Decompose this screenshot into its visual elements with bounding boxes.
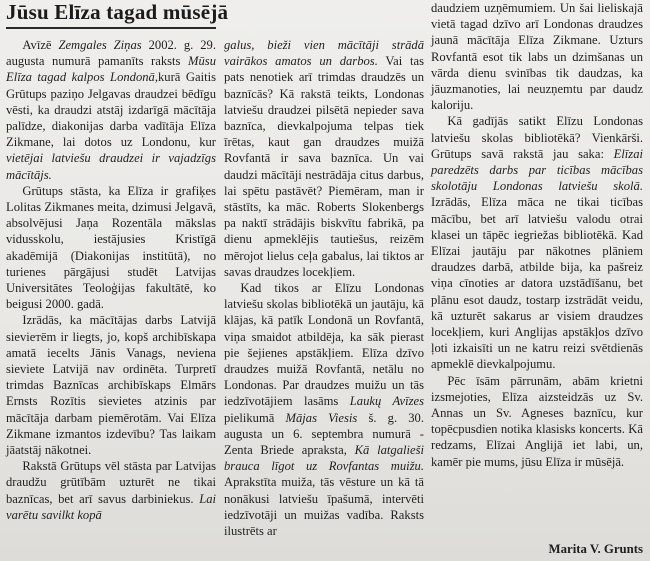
italic-text-run: galus, bieži vien mācītāji strādā vairākos amatos un darbos.	[224, 38, 424, 69]
italic-text-run: Kā latgalieši brauca līgot uz Rovfantas muižu.	[224, 443, 424, 474]
text-run: kurā Gaitis Grūtups paziņo Jelgavas draudzei bēdīgu vēsti, ka draudzi atstāj izdarīgā mācītāja palīdze, diakonijas darba vadītāja Elīza Zikmane, lai dotos uz Londonu, kur	[6, 70, 216, 150]
headline-rule	[6, 27, 216, 29]
text-run: Rakstā Grūtups vēl stāsta par Latvijas draudžu grūtībām uzturēt ne tikai baznīcas, bet arī savus darbiniekus.	[6, 459, 216, 506]
paragraph	[224, 37, 424, 280]
text-run: Izrādās, ka mācītājas darbs Latvijā sieviетēm ir liegts, jo, kopš archibīskapa amatā iecelts Jānis Vanags, neviena sieviete Latvijā nav ordinēta. Turpretī trimdas Baznīcas archibīskaps Elmārs Ernsts Rozītis sievietes atzinis par mācītāja darbam piemērotām. Vai Elīza Zikmane izmantos izdevību? Tas laikam jāatstāj nākotnei.	[6, 313, 216, 458]
italic-text-run: vietējai latviešu draudzei ir vajadzīgs mācītājs.	[6, 151, 216, 182]
text-run: š. g. 30. augusta un 6. septembra numurā - Zenta Briede apraksta,	[224, 410, 425, 458]
text-run: Avīzē	[22, 38, 59, 52]
text-run: 2002. g. 29. augusta numurā pamanīts raksts	[6, 38, 217, 69]
column-2	[224, 37, 424, 539]
italic-text-run: Lai varētu savilkt kopā	[6, 491, 216, 522]
paragraph	[224, 280, 424, 539]
italic-text-run: Elīzai paredzēts darbs par ticības mācības skolotāju Londonas latviešu skolā.	[431, 146, 643, 194]
column-1	[6, 37, 216, 523]
text-run: Pēc īsām pārrunām, abām krietni izsmejoties, Elīza aizsteidzās uz Sv. Annas un Sv. Agneses baznīcu, kur topēcpusdien notika klasisks koncerts. Kā redzams, Elīzai Anglijā iet labi, un, kamēr pie mums, jūsu Elīza ir mūsējā.	[431, 373, 643, 469]
text-run: Vai tas pats nenotiek arī trimdas draudzēs un baznīcās? Kā rakstā teikts, Londonas latviešu draudzei pilsētā nepieder sava baznīca, dievkalpojuma telpas tiek īrētas, kaut gan draudzes muižā Rovfantā ir sava baznīca. Un vai daudzi mācītāji nestrādāja citus darbus, lai spētu pastāvēt? Piemēram, man ir stāstīts, ka māc. Roberts Slokenbergs pa naktī strādājis biskvītu fabrikā, pa dienu apmeklējis tautiešus, reizēm mērojot lielus ceļa gabalus, lai tiktos ar savas draudzes locekļiem.	[224, 54, 424, 279]
text-run: Kā gadījās satikt Elīzu Londonas latviešu skolas bibliotēkā? Vienkārši. Grūtups savā rakstā jau saka:	[431, 114, 643, 161]
italic-text-run: Laukų Avīzes	[349, 394, 424, 409]
column-3	[431, 0, 643, 470]
italic-text-run: Mājas Viesis	[285, 410, 358, 425]
paragraph	[6, 183, 216, 313]
text-run: Aprakstīta muiža, tās vēsture un kā tā nonākusi latviešu īpašumā, intervēti iedzīvotāji un muižas vadība. Raksts ilustrēts ar	[224, 475, 424, 539]
text-run: Grūtups stāsta, ka Elīza ir grafiķes Lolitas Zikmanes meita, dzimusi Jelgavā, absolvējusi Jaņa Rozentāla mākslas vidusskolu, iestājusies Kristīgā akadēmijā (Diakonijas institūtā), no turienes pārgājusi studēt Latvijas Universitātes Teoloģijas fakultātē, ko beigusi 2000. gadā.	[6, 183, 216, 312]
paragraph	[6, 312, 216, 458]
text-run: Kad tikos ar Elīzu Londonas latviešu skolas bibliotēkā un jautāju, kā klājas, kā patīk Londonā un Rovfantā, viņa smaidot atbildēja, ka sāk pierast pie šejienes apstākļiem. Elīza dzīvo draudzes muižā Rovfantā, netālu no Londonas. Par draudzes muižu un tās iedzīvotājiem lasāms	[224, 281, 424, 409]
article-headline: Jūsu Elīza tagad mūsējā	[6, 0, 229, 24]
paragraph	[431, 373, 643, 470]
author-byline: Marita V. Grunts	[548, 542, 643, 556]
paragraph	[6, 37, 216, 183]
paragraph	[431, 113, 643, 372]
text-run: pielikumā	[224, 410, 286, 425]
italic-text-run: Mūsu Elīza tagad kalpos Londonā,	[6, 54, 216, 85]
paragraph	[431, 0, 643, 113]
text-run: daudziem uzņēmumiem. Un šai lieliskajā vietā tagad dzīvo arī Londonas draudzes jaunā mācītāja Elīza Zikmane. Uzturs Rovfantā esot tik labs un dzimšanas un vārda dienu svinības tik daudzas, ka jāuzmanoties, lai neuzņemtu par daudz kaloriju.	[431, 1, 643, 113]
paragraph	[6, 458, 216, 523]
text-run: Izrādās, Elīza māca ne tikai ticības mācību, bet arī latviešu valodu otrai klasei un tāpēc iegriežas bibliotēkā. Kad Elīzai jautāju par nākotnes plāniem draudzes darbā, atbilde bija, ka pašreiz viņa cīnoties ar datora uzstādīšanu, bet plānu esot daudz, tostarp izstrādāt veidu, kā uzturēt sakarus ar visiem draudzes locekļiem, kuri Anglijas apstākļos dzīvo ļoti izkaisīti un ne katru reizi svētdienās apmeklē dievkalpojumu.	[431, 195, 643, 372]
italic-text-run: Zemgales Ziņas	[58, 38, 142, 52]
